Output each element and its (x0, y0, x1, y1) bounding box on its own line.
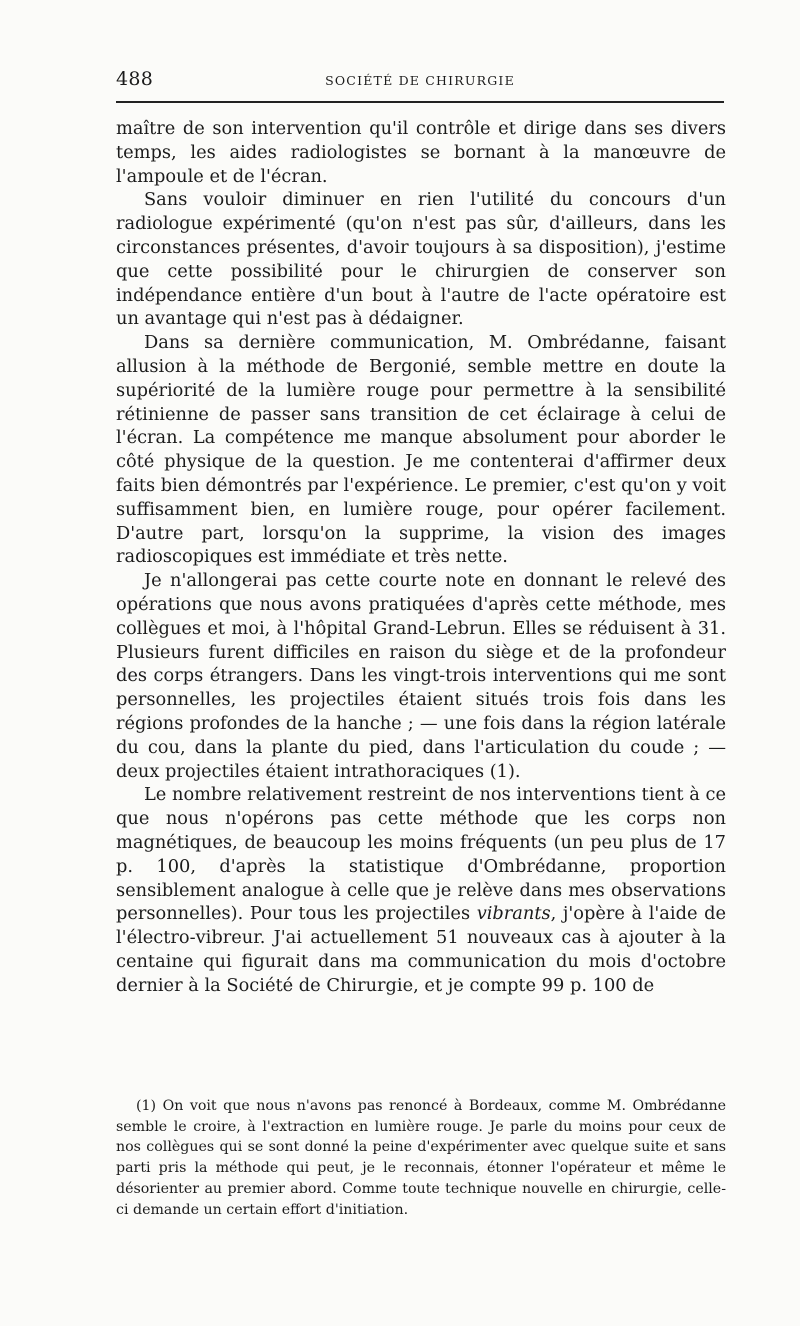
paragraph-red-light: Dans sa dernière communication, M. Ombrédanne, faisant allusion à la méthode de Bergonié, semble mettre en doute la supériorité de la lumière rouge pour permettre à la sensibilité rétinienne de passer sans transition de cet éclairage à celui de l'écran. La compétence me manque absolument pour aborder le côté physique de la question. Je me contenterai d'affirmer deux faits bien démontrés par l'expérience. Le premier, c'est qu'on y voit suffisamment bien, en lumière rouge, pour opérer facilement. D'autre part, lorsqu'on la supprime, la vision des images radioscopiques est immédiate et très nette. (116, 332, 726, 568)
page-number: 488 (116, 68, 154, 90)
paragraph-text-after-emphasis: , j'opère à l'aide de l'électro-vibreur. J'ai actuellement 51 nouveaux cas à ajouter à la centaine qui figurait dans ma communication du mois d'octobre dernier à la Société de Chirurgie, et je compte 99 p. 100 de (116, 903, 726, 996)
emphasized-word: vibrants (476, 903, 551, 925)
header-rule (116, 101, 724, 103)
paragraph-text-before-emphasis: Le nombre relativement restreint de nos interventions tient à ce que nous n'opérons pas cette méthode que les corps non magnétiques, de beaucoup les moins fréquents (un peu plus de 17 p. 100, d'après la statistique d'Ombrédanne, proportion sensiblement analogue à celle que je relève dans mes observations personnelles). Pour tous les projectiles (116, 784, 726, 925)
paragraph-operations-count: Je n'allongerai pas cette courte note en donnant le relevé des opérations que nous avons pratiquées d'après cette méthode, mes collègues et moi, à l'hôpital Grand-Lebrun. Elles se réduisent à 31. Plusieurs furent difficiles en raison du siège et de la profondeur des corps étrangers. Dans les vingt-trois interventions qui me sont personnelles, les projectiles étaient situés trois fois dans les régions profondes de la hanche ; — une fois dans la région latérale du cou, dans la plante du pied, dans l'articulation du coude ; — deux projectiles étaient intrathoraciques (1). (116, 570, 726, 782)
page-header (116, 68, 724, 98)
footnote-block (116, 1096, 726, 1220)
paragraph-vibrating-projectiles (116, 783, 726, 997)
body-text (116, 117, 726, 997)
paragraph-radiologist-role: Sans vouloir diminuer en rien l'utilité du concours d'un radiologue expérimenté (qu'on n'est pas sûr, d'ailleurs, dans les circonstances présentes, d'avoir toujours à sa disposition), j'estime que cette possibilité pour le chirurgien de conserver son indépendance entière d'un bout à l'autre de l'acte opératoire est un avantage qui n'est pas à dédaigner. (116, 189, 726, 330)
paragraph-continuation: maître de son intervention qu'il contrôle et dirige dans ses divers temps, les aides radiologistes se bornant à la manœuvre de l'ampoule et de l'écran. (116, 118, 726, 187)
footnote-text: (1) On voit que nous n'avons pas renoncé à Bordeaux, comme M. Ombrédanne semble le croire, à l'extraction en lumière rouge. Je parle du moins pour ceux de nos collègues qui se sont donné la peine d'expérimenter avec quelque suite et sans parti pris la méthode qui peut, je le reconnais, étonner l'opérateur et même le désorienter au premier abord. Comme toute technique nouvelle en chirurgie, celle-ci demande un certain effort d'initiation. (116, 1098, 726, 1218)
running-title: SOCIÉTÉ DE CHIRURGIE (325, 73, 515, 88)
